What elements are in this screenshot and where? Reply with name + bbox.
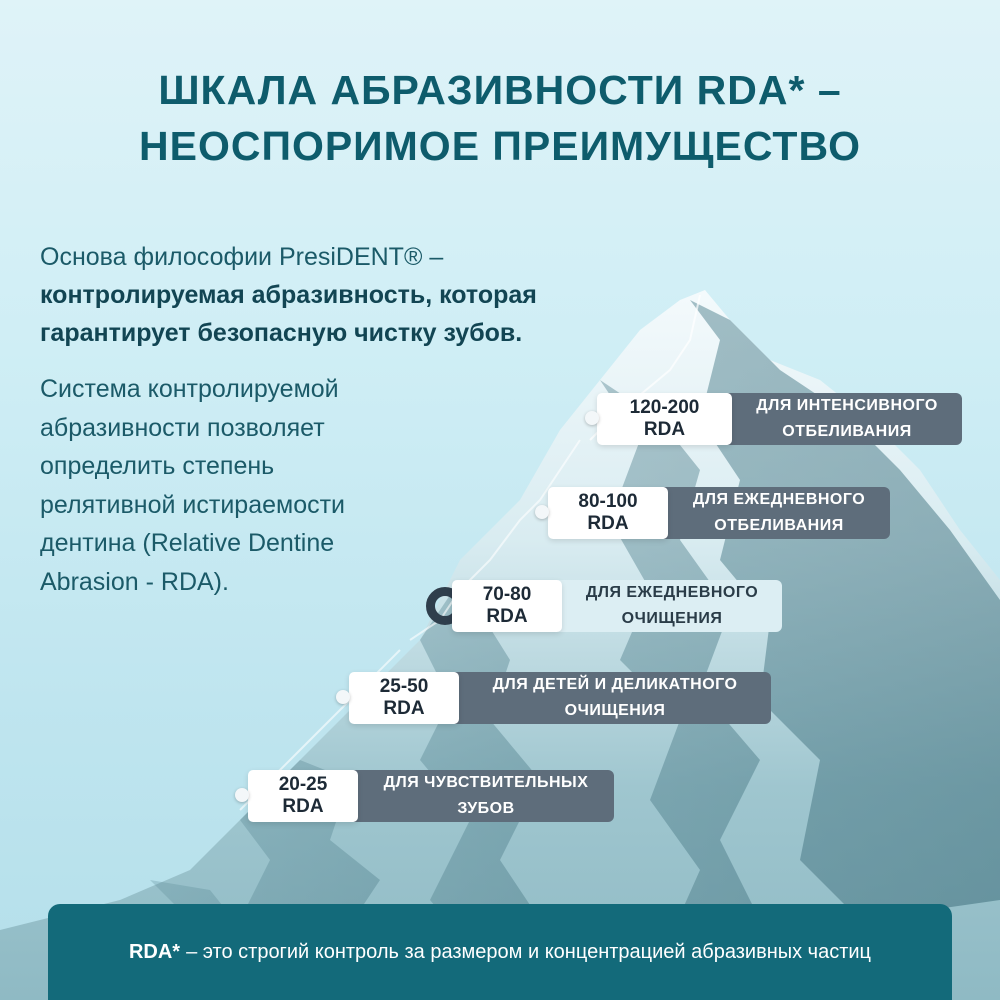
rda-level-120-200 bbox=[597, 393, 962, 445]
rda-unit: RDA bbox=[587, 513, 629, 534]
path-marker-dot bbox=[336, 690, 350, 704]
rda-range: 80-100 bbox=[578, 491, 638, 512]
rda-purpose-line-2: ОЧИЩЕНИЯ bbox=[621, 610, 723, 627]
description-line-3: определить степень bbox=[40, 452, 275, 480]
rda-range-badge bbox=[548, 487, 668, 539]
rda-purpose-label bbox=[728, 393, 962, 445]
description-paragraph bbox=[40, 370, 440, 601]
rda-range-badge bbox=[452, 580, 562, 632]
rda-range-badge bbox=[248, 770, 358, 822]
rda-range: 70-80 bbox=[482, 584, 532, 605]
rda-level-25-50 bbox=[349, 672, 771, 724]
rda-unit: RDA bbox=[383, 698, 425, 719]
rda-purpose-line-1: ДЛЯ ИНТЕНСИВНОГО bbox=[756, 397, 938, 414]
rda-purpose-label bbox=[455, 672, 771, 724]
title-line-1: ШКАЛА АБРАЗИВНОСТИ RDA* – bbox=[158, 67, 842, 113]
rda-level-70-80 bbox=[452, 580, 782, 632]
rda-purpose-line-1: ДЛЯ ДЕТЕЙ И ДЕЛИКАТНОГО bbox=[492, 676, 738, 693]
path-marker-dot bbox=[585, 411, 599, 425]
rda-range-badge bbox=[349, 672, 459, 724]
intro-line-2: контролируемая абразивность, которая bbox=[40, 281, 537, 309]
path-marker-dot bbox=[535, 505, 549, 519]
description-line-4: релятивной истираемости bbox=[40, 490, 346, 519]
rda-purpose-label bbox=[664, 487, 890, 539]
rda-purpose-line-2: ОТБЕЛИВАНИЯ bbox=[714, 517, 844, 534]
rda-range: 120-200 bbox=[629, 397, 700, 418]
path-marker-dot bbox=[235, 788, 249, 802]
rda-range-badge bbox=[597, 393, 732, 445]
description-line-6: Abrasion - RDA). bbox=[40, 567, 229, 596]
rda-purpose-label bbox=[354, 770, 614, 822]
rda-level-20-25 bbox=[248, 770, 614, 822]
description-line-1: Система контролируемой bbox=[40, 375, 339, 403]
rda-purpose-line-2: ОЧИЩЕНИЯ bbox=[564, 702, 666, 719]
rda-unit: RDA bbox=[486, 606, 528, 627]
rda-unit: RDA bbox=[643, 419, 686, 440]
rda-level-80-100 bbox=[548, 487, 890, 539]
title-line-2: НЕОСПОРИМОЕ ПРЕИМУЩЕСТВО bbox=[139, 123, 861, 169]
rda-range: 20-25 bbox=[278, 774, 328, 795]
rda-purpose-line-2: ОТБЕЛИВАНИЯ bbox=[782, 423, 912, 440]
rda-purpose-line-2: ЗУБОВ bbox=[457, 800, 515, 817]
rda-purpose-line-1: ДЛЯ ЕЖЕДНЕВНОГО bbox=[585, 584, 759, 601]
intro-paragraph bbox=[40, 238, 600, 352]
footer-note bbox=[48, 904, 952, 1000]
rda-range: 25-50 bbox=[379, 676, 429, 697]
footer-term: RDA* bbox=[128, 940, 181, 963]
rda-purpose-line-1: ДЛЯ ЕЖЕДНЕВНОГО bbox=[692, 491, 866, 508]
description-line-2: абразивности позволяет bbox=[40, 413, 325, 442]
intro-line-3: гарантирует безопасную чистку зубов. bbox=[40, 319, 523, 347]
intro-line-1: Основа философии PresiDENT® – bbox=[40, 243, 444, 271]
footer-text: – это строгий контроль за размером и концентрацией абразивных частиц bbox=[186, 940, 872, 963]
page-title bbox=[0, 62, 1000, 174]
rda-purpose-line-1: ДЛЯ ЧУВСТВИТЕЛЬНЫХ bbox=[383, 774, 589, 791]
rda-purpose-label bbox=[558, 580, 782, 632]
rda-unit: RDA bbox=[282, 796, 324, 817]
description-line-5: дентина (Relative Dentine bbox=[40, 529, 335, 557]
